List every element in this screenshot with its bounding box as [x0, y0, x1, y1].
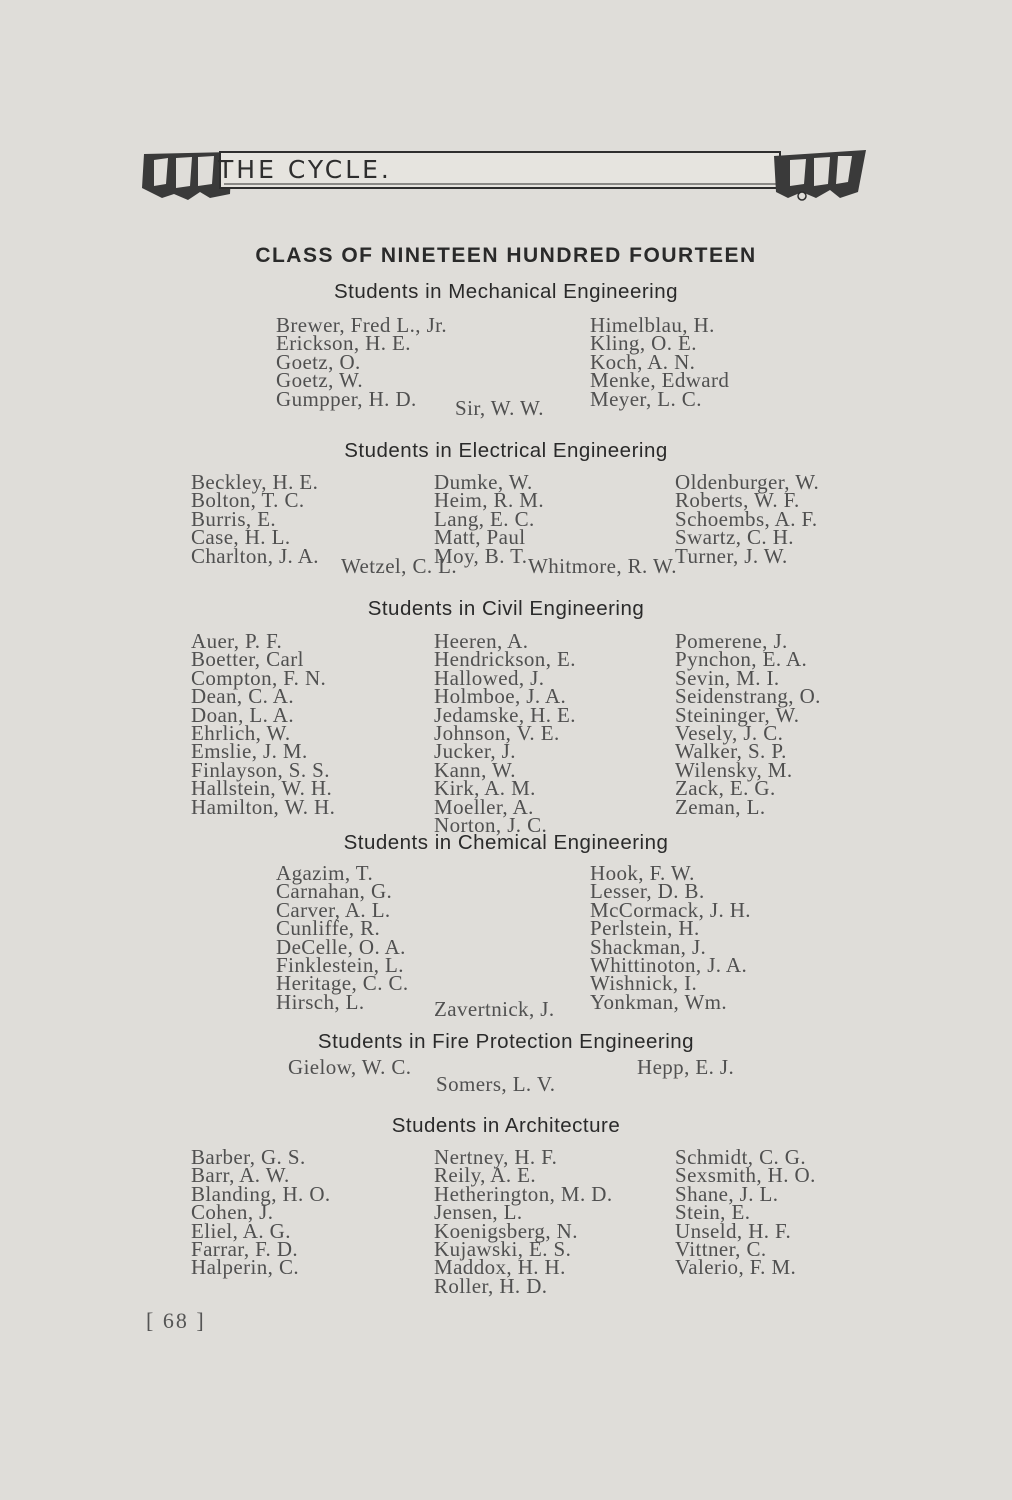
list-item: Vittner, C.	[675, 1237, 767, 1262]
page-title: CLASS OF NINETEEN HUNDRED FOURTEEN	[255, 244, 757, 267]
list-item: Hallstein, W. H.	[191, 776, 333, 801]
architecture-column-2	[434, 1145, 613, 1298]
list-item: Meyer, L. C.	[590, 386, 702, 411]
list-item: Moeller, A.	[434, 794, 534, 819]
list-item: Hepp, E. J.	[637, 1055, 735, 1079]
list-item: Maddox, H. H.	[434, 1255, 566, 1280]
civil-column-1	[191, 629, 336, 819]
list-item: Zavertnick, J.	[434, 997, 555, 1021]
list-item: Cohen, J.	[191, 1200, 274, 1225]
list-item: Barr, A. W.	[191, 1163, 290, 1188]
list-item: Kling, O. E.	[590, 331, 697, 356]
list-item: Compton, F. N.	[191, 665, 327, 690]
banner-title: THE CYCLE.	[218, 155, 392, 184]
list-item: Finklestein, L.	[276, 953, 404, 978]
list-item: Emslie, J. M.	[191, 739, 308, 764]
mechanical-column-2	[590, 313, 730, 411]
list-item: Gielow, W. C.	[288, 1055, 412, 1079]
list-item: Roberts, W. F.	[675, 488, 800, 513]
list-item: Finlayson, S. S.	[191, 757, 330, 782]
list-item: Wishnick, I.	[590, 971, 698, 996]
list-item: Vesely, J. C.	[675, 721, 784, 746]
mechanical-column-1	[276, 313, 448, 411]
list-item: Seidenstrang, O.	[675, 684, 821, 709]
list-item: Perlstein, H.	[590, 916, 700, 941]
list-item: Hamilton, W. H.	[191, 794, 336, 819]
chemical-column-1	[276, 861, 409, 1014]
list-item: Hetherington, M. D.	[434, 1181, 613, 1206]
list-item: Gumpper, H. D.	[276, 386, 417, 411]
electrical-column-1	[191, 470, 319, 568]
list-item: Koch, A. N.	[590, 349, 696, 374]
list-item: Kann, W.	[434, 757, 516, 782]
electrical-column-3	[675, 470, 820, 568]
list-item: Stein, E.	[675, 1200, 751, 1225]
list-item: Bolton, T. C.	[191, 488, 305, 513]
section-title-electrical: Students in Electrical Engineering	[344, 439, 668, 462]
list-item: Sexsmith, H. O.	[675, 1163, 816, 1188]
list-item: Hirsch, L.	[276, 989, 365, 1014]
list-item: Sevin, M. I.	[675, 665, 780, 690]
list-item: Shackman, J.	[590, 934, 707, 959]
list-item: Kirk, A. M.	[434, 776, 536, 801]
list-item: Johnson, V. E.	[434, 721, 560, 746]
list-item: Jucker, J.	[434, 739, 516, 764]
list-item: Oldenburger, W.	[675, 470, 820, 494]
list-item: Jensen, L.	[434, 1200, 523, 1225]
list-item: Ehrlich, W.	[191, 721, 291, 746]
chemical-column-2	[590, 861, 751, 1014]
list-item: Yonkman, Wm.	[590, 989, 728, 1014]
list-item: Case, H. L.	[191, 525, 291, 550]
list-item: Koenigsberg, N.	[434, 1218, 578, 1243]
list-item: Swartz, C. H.	[675, 525, 794, 550]
page-number: [ 68 ]	[146, 1308, 206, 1333]
list-item: Nertney, H. F.	[434, 1145, 558, 1169]
list-item: Goetz, O.	[276, 349, 361, 374]
civil-column-3	[675, 629, 821, 819]
list-item: Shane, J. L.	[675, 1181, 779, 1206]
list-item: Unseld, H. F.	[675, 1218, 792, 1243]
electrical-column-2	[434, 470, 544, 568]
list-item: DeCelle, O. A.	[276, 934, 406, 959]
list-item: Wilensky, M.	[675, 757, 793, 782]
list-item: Whittinoton, J. A.	[590, 953, 748, 978]
list-item: Heritage, C. C.	[276, 971, 409, 996]
section-title-mechanical: Students in Mechanical Engineering	[333, 280, 679, 303]
list-item: Brewer, Fred L., Jr.	[276, 313, 448, 337]
section-title-architecture: Students in Architecture	[391, 1114, 621, 1137]
list-item: Lang, E. C.	[434, 506, 535, 531]
list-item: Jedamske, H. E.	[434, 702, 576, 727]
list-item: Himelblau, H.	[590, 313, 715, 337]
list-item: Cunliffe, R.	[276, 916, 381, 941]
list-item: Lesser, D. B.	[590, 879, 705, 904]
list-item: Valerio, F. M.	[675, 1255, 797, 1280]
list-item: Carver, A. L.	[276, 897, 391, 922]
section-title-civil: Students in Civil Engineering	[367, 597, 645, 620]
list-item: Blanding, H. O.	[191, 1181, 331, 1206]
list-item: Beckley, H. E.	[191, 470, 319, 494]
list-item: Schoembs, A. F.	[675, 506, 818, 531]
list-item: Schmidt, C. G.	[675, 1145, 807, 1169]
list-item: Auer, P. F.	[191, 629, 283, 653]
list-item: Somers, L. V.	[436, 1072, 556, 1096]
list-item: Pynchon, E. A.	[675, 647, 808, 672]
list-item: Zack, E. G.	[675, 776, 776, 801]
list-item: Zeman, L.	[675, 794, 766, 819]
list-item: Wetzel, C. L.	[341, 554, 458, 578]
list-item: Roller, H. D.	[434, 1273, 548, 1298]
list-item: Steininger, W.	[675, 702, 800, 727]
section-title-chemical: Students in Chemical Engineering	[343, 831, 669, 854]
list-item: Burris, E.	[191, 506, 277, 531]
list-item: Heeren, A.	[434, 629, 529, 653]
list-item: Heim, R. M.	[434, 488, 544, 513]
list-item: Barber, G. S.	[191, 1145, 306, 1169]
list-item: Menke, Edward	[590, 368, 730, 393]
list-item: Matt, Paul	[434, 525, 526, 550]
list-item: Sir, W. W.	[455, 396, 544, 420]
list-item: Boetter, Carl	[191, 647, 304, 672]
list-item: Dumke, W.	[434, 470, 533, 494]
list-item: Agazim, T.	[276, 861, 374, 885]
list-item: Erickson, H. E.	[276, 331, 411, 356]
list-item: Carnahan, G.	[276, 879, 393, 904]
list-item: Hendrickson, E.	[434, 647, 576, 672]
architecture-column-3	[675, 1145, 816, 1280]
list-item: Holmboe, J. A.	[434, 684, 567, 709]
architecture-column-1	[191, 1145, 331, 1280]
list-item: Kujawski, E. S.	[434, 1237, 572, 1262]
list-item: Reily, A. E.	[434, 1163, 537, 1188]
list-item: Walker, S. P.	[675, 739, 787, 764]
list-item: Turner, J. W.	[675, 543, 788, 568]
civil-column-2	[434, 629, 576, 838]
list-item: Charlton, J. A.	[191, 543, 319, 568]
list-item: Dean, C. A.	[191, 684, 294, 709]
list-item: Hallowed, J.	[434, 665, 545, 690]
list-item: Pomerene, J.	[675, 629, 788, 653]
section-title-fire: Students in Fire Protection Engineering	[317, 1030, 695, 1053]
list-item: Halperin, C.	[191, 1255, 300, 1280]
list-item: Farrar, F. D.	[191, 1237, 299, 1262]
list-item: Eliel, A. G.	[191, 1218, 291, 1243]
list-item: McCormack, J. H.	[590, 897, 751, 922]
list-item: Hook, F. W.	[590, 861, 695, 885]
list-item: Norton, J. C.	[434, 813, 548, 838]
list-item: Doan, L. A.	[191, 702, 294, 727]
list-item: Goetz, W.	[276, 368, 364, 393]
list-item: Whitmore, R. W.	[528, 554, 677, 578]
list-item: Moy, B. T.	[434, 543, 528, 568]
